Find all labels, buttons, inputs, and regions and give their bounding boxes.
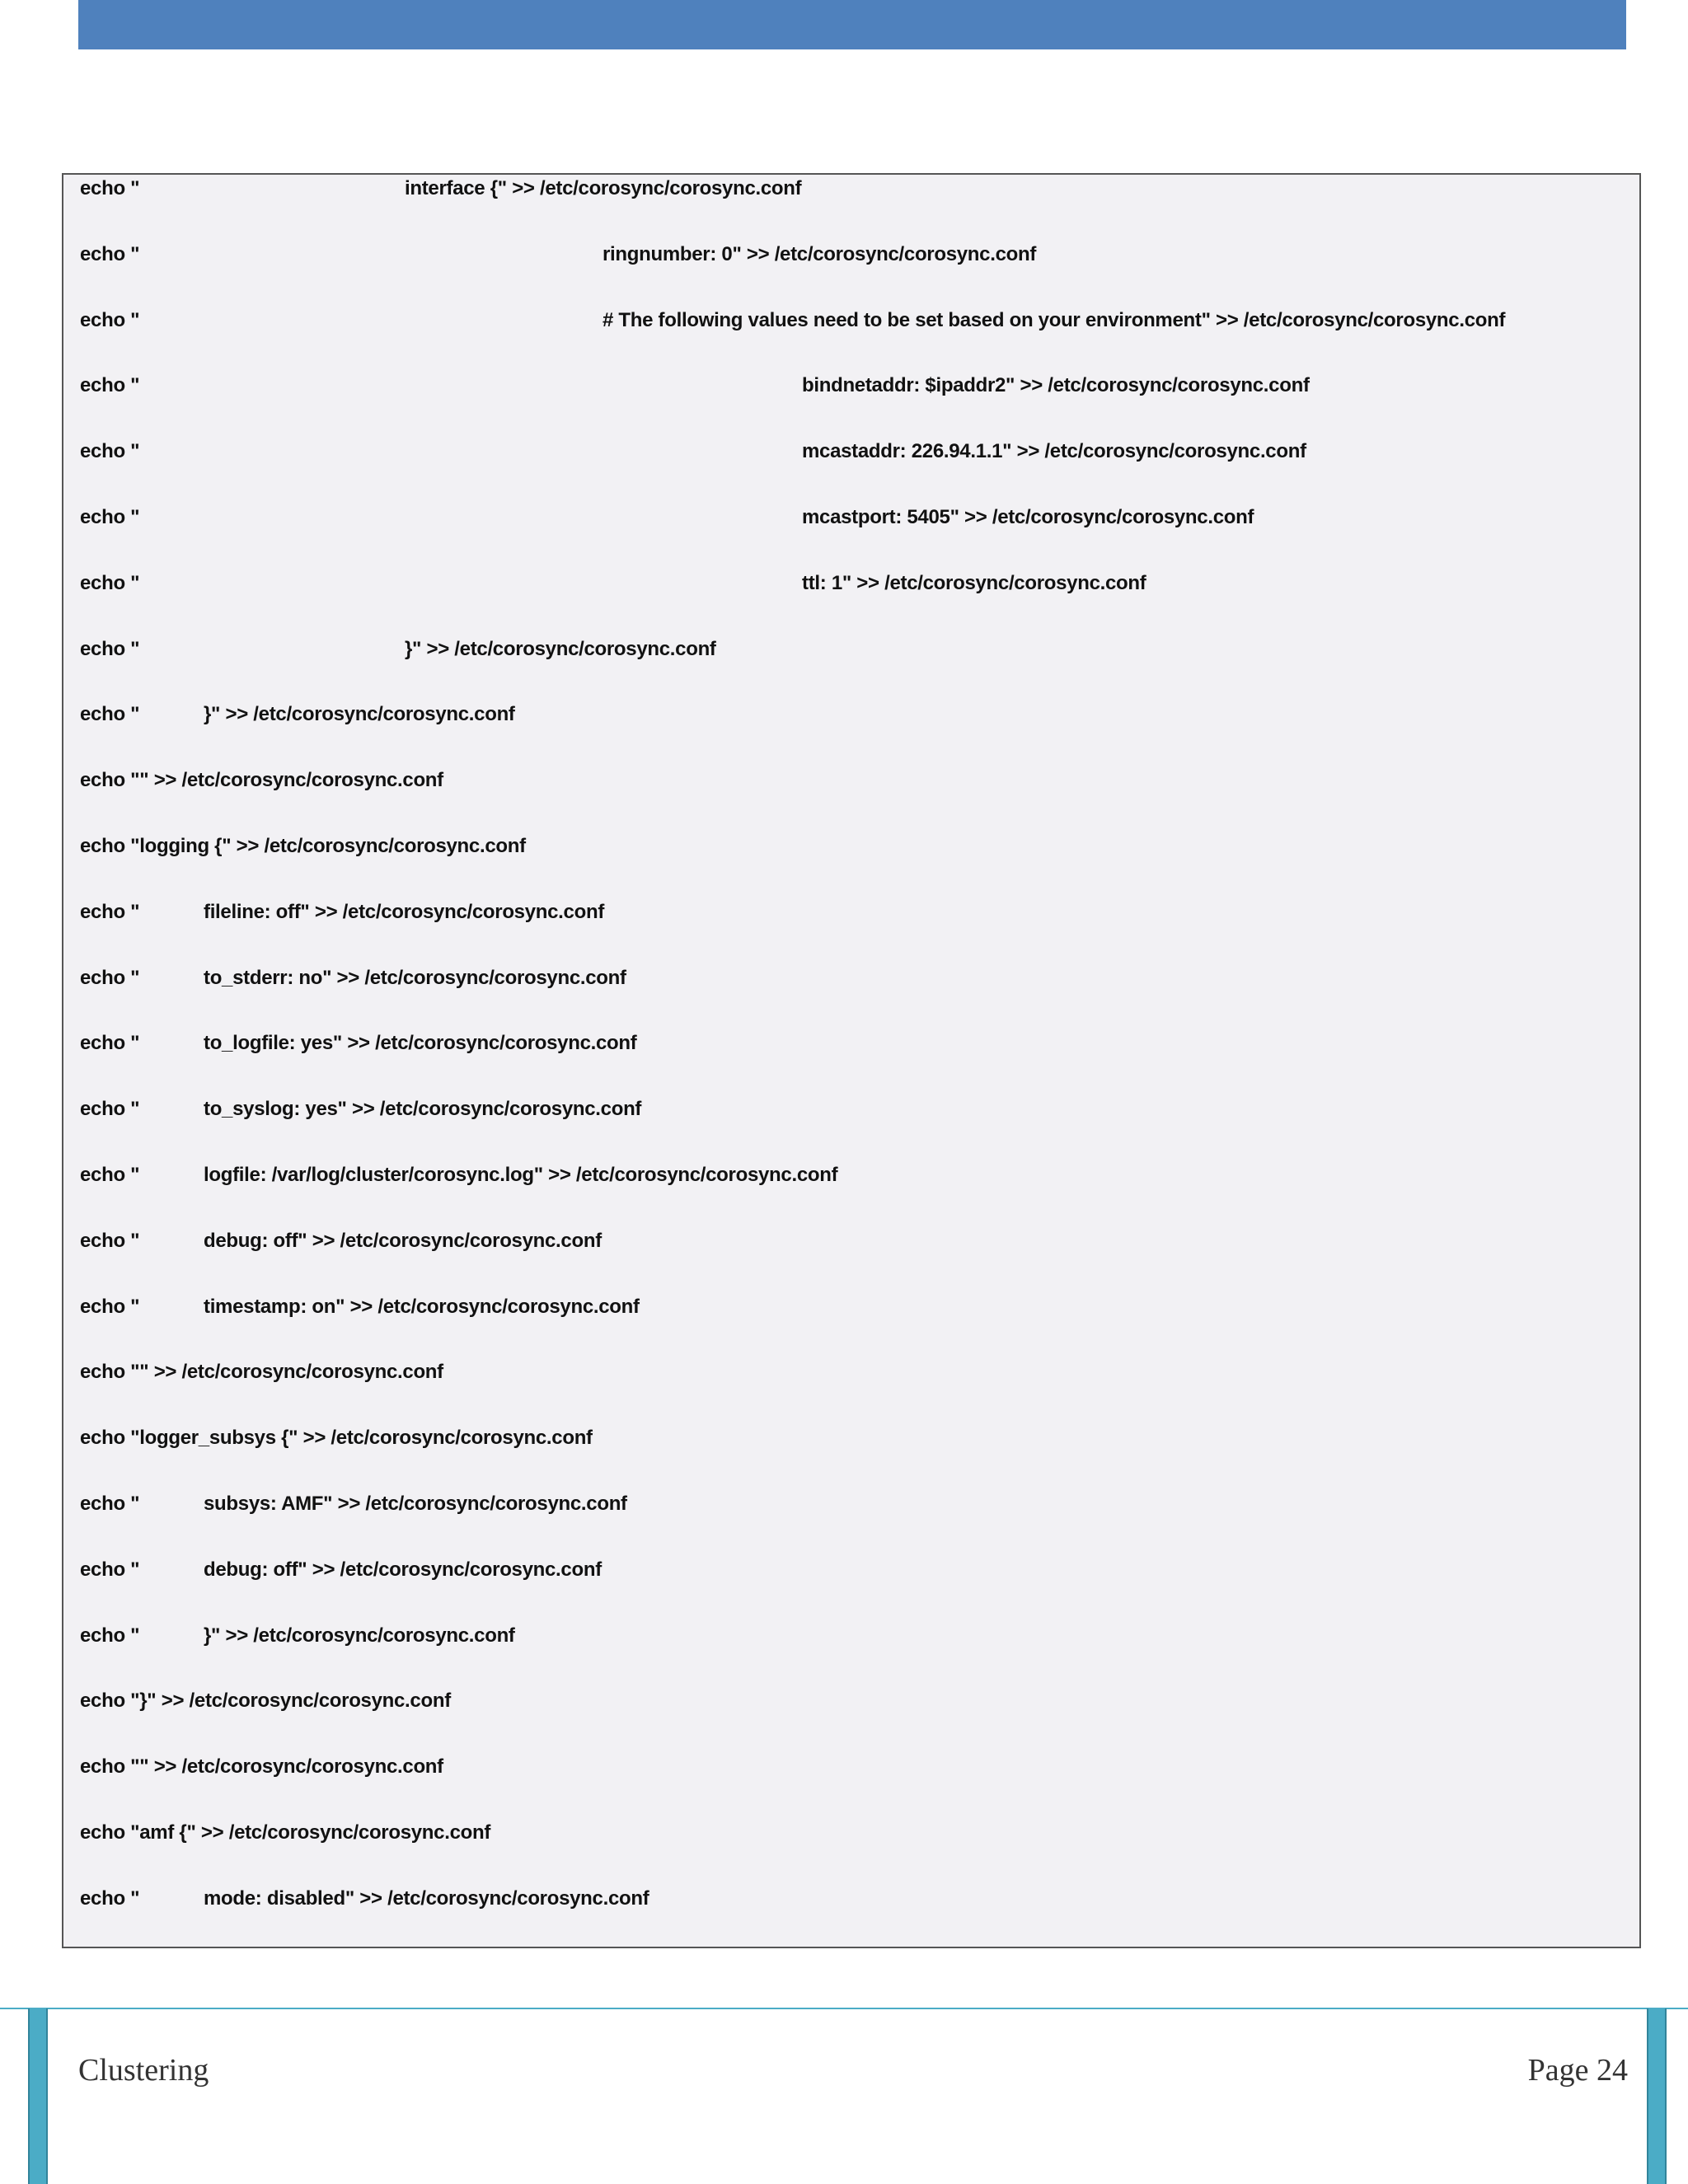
footer-rule xyxy=(0,2008,1688,2009)
code-text: to_syslog: yes" >> /etc/corosync/corosync.conf xyxy=(204,1098,642,1121)
code-line xyxy=(80,1624,515,1648)
code-text: echo "logging {" >> /etc/corosync/corosync.conf xyxy=(80,835,526,857)
code-echo-prefix: echo " xyxy=(80,900,140,923)
code-echo-prefix: echo " xyxy=(80,506,140,528)
footer-tab-left xyxy=(28,2008,48,2184)
code-line xyxy=(80,637,716,662)
code-echo-prefix: echo " xyxy=(80,242,140,265)
code-line xyxy=(80,1821,490,1845)
code-text: }" >> /etc/corosync/corosync.conf xyxy=(405,637,716,660)
code-line xyxy=(80,966,626,991)
code-text: to_stderr: no" >> /etc/corosync/corosync.conf xyxy=(204,966,626,989)
code-echo-prefix: echo " xyxy=(80,1098,140,1121)
header-bar xyxy=(78,0,1626,49)
code-text: timestamp: on" >> /etc/corosync/corosync.conf xyxy=(204,1295,640,1318)
code-line xyxy=(80,176,802,201)
code-text: }" >> /etc/corosync/corosync.conf xyxy=(204,703,515,726)
code-line xyxy=(80,1558,602,1582)
code-text: echo "" >> /etc/corosync/corosync.conf xyxy=(80,769,443,792)
code-text: echo "logger_subsys {" >> /etc/corosync/corosync.conf xyxy=(80,1427,593,1450)
footer-tab-right xyxy=(1647,2008,1667,2184)
code-echo-prefix: echo " xyxy=(80,374,140,397)
code-line xyxy=(80,1360,443,1385)
code-text: }" >> /etc/corosync/corosync.conf xyxy=(204,1624,515,1647)
code-text: to_logfile: yes" >> /etc/corosync/corosync.conf xyxy=(204,1032,637,1055)
code-text: subsys: AMF" >> /etc/corosync/corosync.conf xyxy=(204,1493,627,1515)
page-number: Page 24 xyxy=(1527,2053,1628,2088)
code-echo-prefix: echo " xyxy=(80,1624,140,1647)
code-line xyxy=(80,242,1037,267)
code-echo-prefix: echo " xyxy=(80,1886,140,1910)
code-echo-prefix: echo " xyxy=(80,703,140,726)
code-line xyxy=(80,1886,649,1911)
code-line xyxy=(80,1426,593,1451)
code-line xyxy=(80,768,443,793)
code-text: echo "" >> /etc/corosync/corosync.conf xyxy=(80,1361,443,1384)
code-text: mode: disabled" >> /etc/corosync/corosync.conf xyxy=(204,1886,649,1910)
code-line xyxy=(80,1031,637,1056)
code-line xyxy=(80,308,1506,333)
code-echo-prefix: echo " xyxy=(80,1558,140,1581)
footer-title: Clustering xyxy=(78,2053,209,2088)
code-line xyxy=(80,702,515,727)
code-echo-prefix: echo " xyxy=(80,966,140,989)
code-echo-prefix: echo " xyxy=(80,1164,140,1186)
code-text: mcastport: 5405" >> /etc/corosync/corosync.conf xyxy=(802,506,1254,528)
code-text: ringnumber: 0" >> /etc/corosync/corosync.conf xyxy=(603,242,1037,265)
code-text: fileline: off" >> /etc/corosync/corosync.conf xyxy=(204,900,605,923)
code-text: # The following values need to be set based on your environment" >> /etc/corosync/corosync.conf xyxy=(603,308,1506,331)
code-text: bindnetaddr: $ipaddr2" >> /etc/corosync/corosync.conf xyxy=(802,374,1310,397)
code-echo-prefix: echo " xyxy=(80,1295,140,1318)
code-text: echo "}" >> /etc/corosync/corosync.conf xyxy=(80,1690,451,1713)
code-echo-prefix: echo " xyxy=(80,571,140,594)
code-text: debug: off" >> /etc/corosync/corosync.conf xyxy=(204,1229,602,1252)
code-echo-prefix: echo " xyxy=(80,1032,140,1055)
code-block xyxy=(62,173,1641,1948)
code-text: interface {" >> /etc/corosync/corosync.conf xyxy=(405,177,802,199)
code-line xyxy=(80,834,526,859)
code-echo-prefix: echo " xyxy=(80,440,140,463)
code-echo-prefix: echo " xyxy=(80,308,140,331)
code-line xyxy=(80,1229,602,1254)
code-line xyxy=(80,900,605,925)
code-line xyxy=(80,373,1310,398)
code-line xyxy=(80,1097,642,1122)
code-echo-prefix: echo " xyxy=(80,1229,140,1252)
code-line xyxy=(80,571,1146,596)
code-echo-prefix: echo " xyxy=(80,1493,140,1515)
code-text: echo "amf {" >> /etc/corosync/corosync.conf xyxy=(80,1821,491,1844)
code-line xyxy=(80,1295,640,1319)
code-text: logfile: /var/log/cluster/corosync.log" >> /etc/corosync/corosync.conf xyxy=(204,1164,838,1186)
code-line xyxy=(80,1163,838,1188)
code-line xyxy=(80,1755,443,1779)
code-text: echo "" >> /etc/corosync/corosync.conf xyxy=(80,1755,443,1779)
code-text: ttl: 1" >> /etc/corosync/corosync.conf xyxy=(802,571,1146,594)
code-line xyxy=(80,439,1306,464)
code-line xyxy=(80,1689,451,1713)
code-text: mcastaddr: 226.94.1.1" >> /etc/corosync/corosync.conf xyxy=(802,440,1306,463)
code-echo-prefix: echo " xyxy=(80,637,140,660)
code-line xyxy=(80,1492,627,1516)
code-text: debug: off" >> /etc/corosync/corosync.conf xyxy=(204,1558,602,1581)
code-line xyxy=(80,505,1254,530)
code-echo-prefix: echo " xyxy=(80,177,140,199)
